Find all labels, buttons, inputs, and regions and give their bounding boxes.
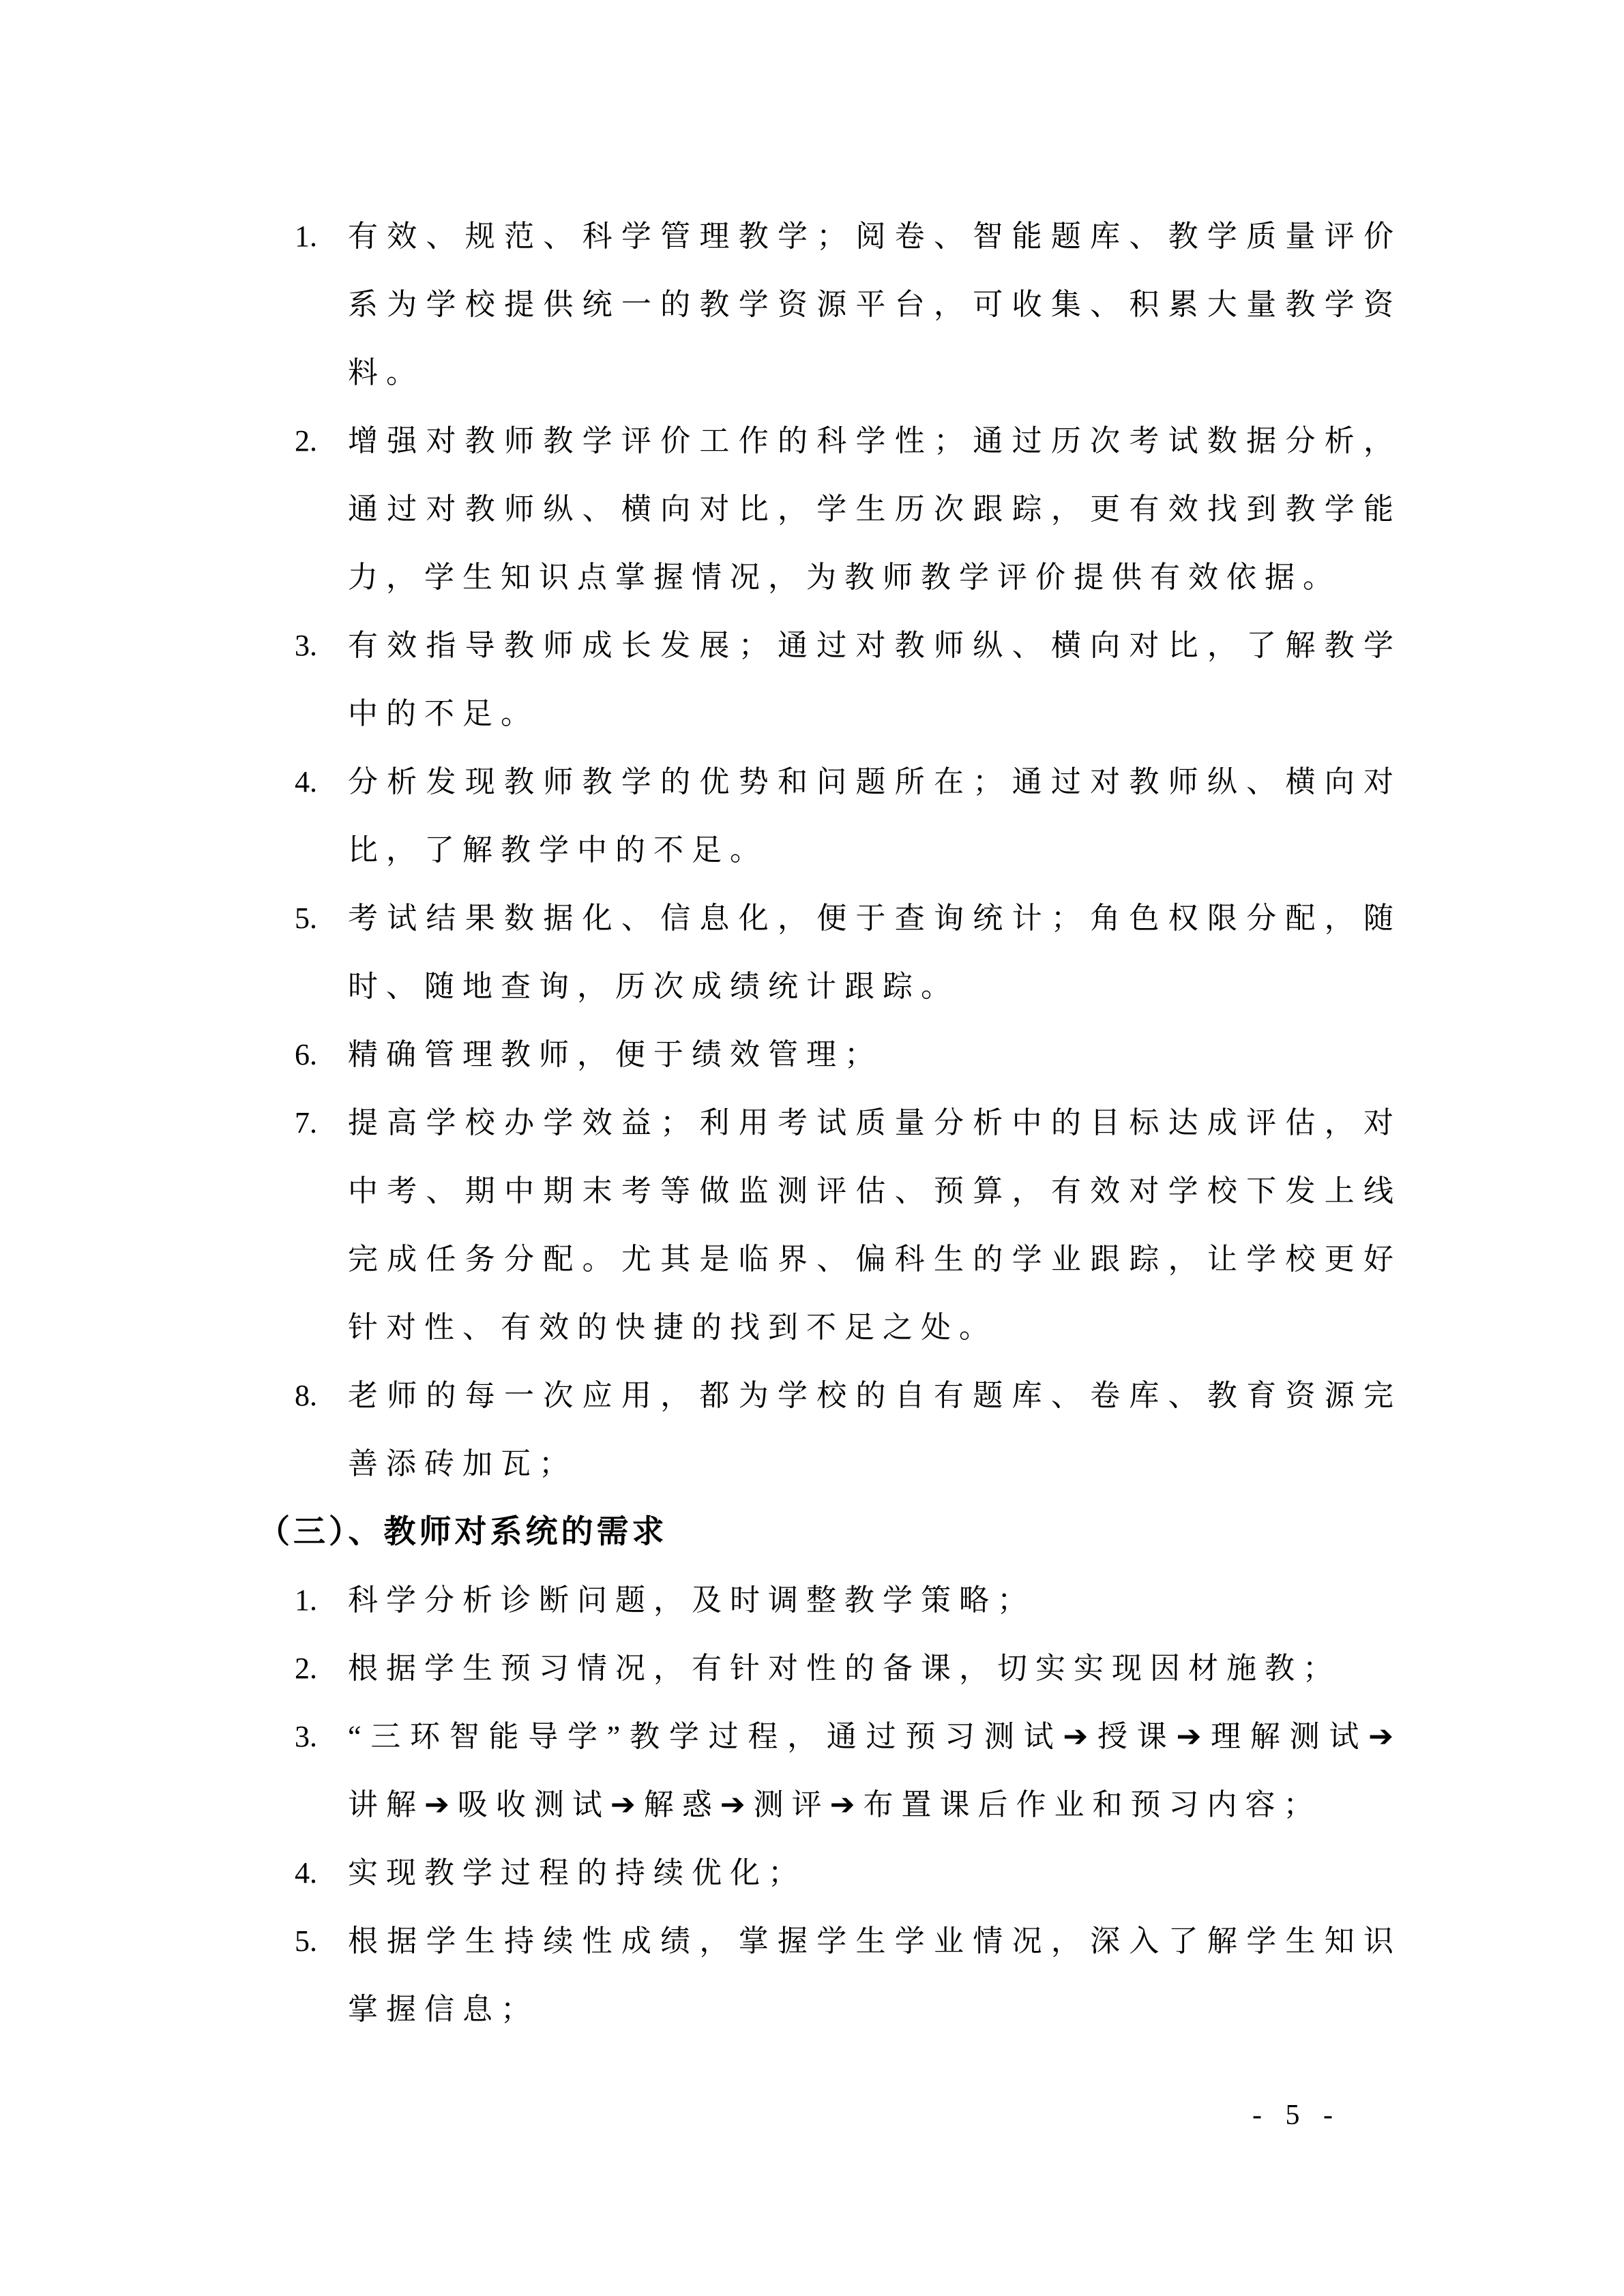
section-heading: （三）、教师对系统的需求 — [258, 1515, 668, 1550]
text-line: 增强对教师教学评价工作的科学性；通过历次考试数据分析， — [348, 424, 1395, 458]
page-number: - 5 - — [1252, 2100, 1341, 2131]
list-item-text — [348, 203, 1395, 407]
list-item-number: 6. — [295, 1038, 317, 1071]
list-item-text — [348, 612, 1395, 748]
text-line: 提高学校办学效益；利用考试质量分析中的目标达成评估，对 — [348, 1106, 1395, 1139]
list-item-number: 1. — [295, 1583, 317, 1617]
text-line: 时、随地查询，历次成绩统计跟踪。 — [348, 970, 959, 1003]
list-item — [0, 612, 1624, 748]
list-item — [0, 1703, 1624, 1839]
text-line: 精确管理教师，便于绩效管理； — [348, 1038, 883, 1071]
list-item — [0, 1635, 1624, 1703]
text-line: 有效指导教师成长发展；通过对教师纵、横向对比，了解教学 — [348, 629, 1395, 662]
list-item-number: 5. — [295, 901, 317, 935]
list-item-number: 2. — [295, 1652, 317, 1685]
list-item-text — [348, 884, 1395, 1021]
list-item-number: 1. — [295, 220, 317, 253]
text-line: 系为学校提供统一的教学资源平台，可收集、积累大量教学资 — [348, 288, 1395, 321]
text-line: 有效、规范、科学管理教学；阅卷、智能题库、教学质量评价 — [348, 220, 1395, 253]
list-item-text — [348, 1703, 1395, 1839]
text-line: 完成任务分配。尤其是临界、偏科生的学业跟踪，让学校更好 — [348, 1242, 1395, 1276]
text-line: 善添砖加瓦； — [348, 1447, 577, 1480]
list-item-number: 8. — [295, 1379, 317, 1412]
list-item-number: 3. — [295, 1720, 317, 1753]
list-item-number: 7. — [295, 1106, 317, 1139]
text-line: 针对性、有效的快捷的找到不足之处。 — [348, 1311, 997, 1344]
list-item-text — [348, 1021, 1395, 1089]
list-item-text — [348, 748, 1395, 884]
list-item-text — [348, 1362, 1395, 1498]
list-item-number: 5. — [295, 1924, 317, 1958]
text-line: 讲解➔吸收测试➔解惑➔测评➔布置课后作业和预习内容； — [348, 1788, 1322, 1821]
list-item-text — [348, 1635, 1395, 1703]
list-item — [0, 1021, 1624, 1089]
list-item-text — [348, 1839, 1395, 1907]
text-line: 掌握信息； — [348, 1993, 539, 2026]
text-line: 根据学生预习情况，有针对性的备课，切实实现因材施教； — [348, 1652, 1341, 1685]
text-line: 通过对教师纵、横向对比，学生历次跟踪，更有效找到教学能 — [348, 492, 1395, 526]
list-item — [0, 1089, 1624, 1362]
list-item — [0, 1566, 1624, 1635]
text-line: 实现教学过程的持续优化； — [348, 1856, 806, 1890]
list-item-text — [348, 407, 1395, 612]
text-line: 老师的每一次应用，都为学校的自有题库、卷库、教育资源完 — [348, 1379, 1395, 1412]
text-line: 中考、期中期末考等做监测评估、预算，有效对学校下发上线 — [348, 1174, 1395, 1208]
list-item — [0, 748, 1624, 884]
list-item-number: 3. — [295, 629, 317, 662]
text-line: 比，了解教学中的不足。 — [348, 833, 768, 867]
text-line: “三环智能导学”教学过程，通过预习测试➔授课➔理解测试➔ — [348, 1720, 1395, 1753]
list-item — [0, 203, 1624, 407]
list-item — [0, 1362, 1624, 1498]
list-item-text — [348, 1089, 1395, 1362]
list-item-number: 4. — [295, 765, 317, 799]
text-line: 科学分析诊断问题，及时调整教学策略； — [348, 1583, 1035, 1617]
text-line: 考试结果数据化、信息化，便于查询统计；角色权限分配，随 — [348, 901, 1395, 935]
list-item-number: 4. — [295, 1856, 317, 1890]
text-line: 根据学生持续性成绩，掌握学生学业情况，深入了解学生知识 — [348, 1924, 1395, 1958]
document-body — [0, 203, 1624, 2044]
list-item — [0, 884, 1624, 1021]
list-item-text — [348, 1907, 1395, 2044]
text-line: 料。 — [348, 356, 424, 389]
list-item-text — [348, 1566, 1395, 1635]
text-line: 分析发现教师教学的优势和问题所在；通过对教师纵、横向对 — [348, 765, 1395, 799]
list-item-number: 2. — [295, 424, 317, 458]
list-item — [0, 1907, 1624, 2044]
list-item — [0, 407, 1624, 612]
text-line: 力，学生知识点掌握情况，为教师教学评价提供有效依据。 — [348, 561, 1341, 594]
list-item — [0, 1839, 1624, 1907]
text-line: 中的不足。 — [348, 697, 539, 730]
